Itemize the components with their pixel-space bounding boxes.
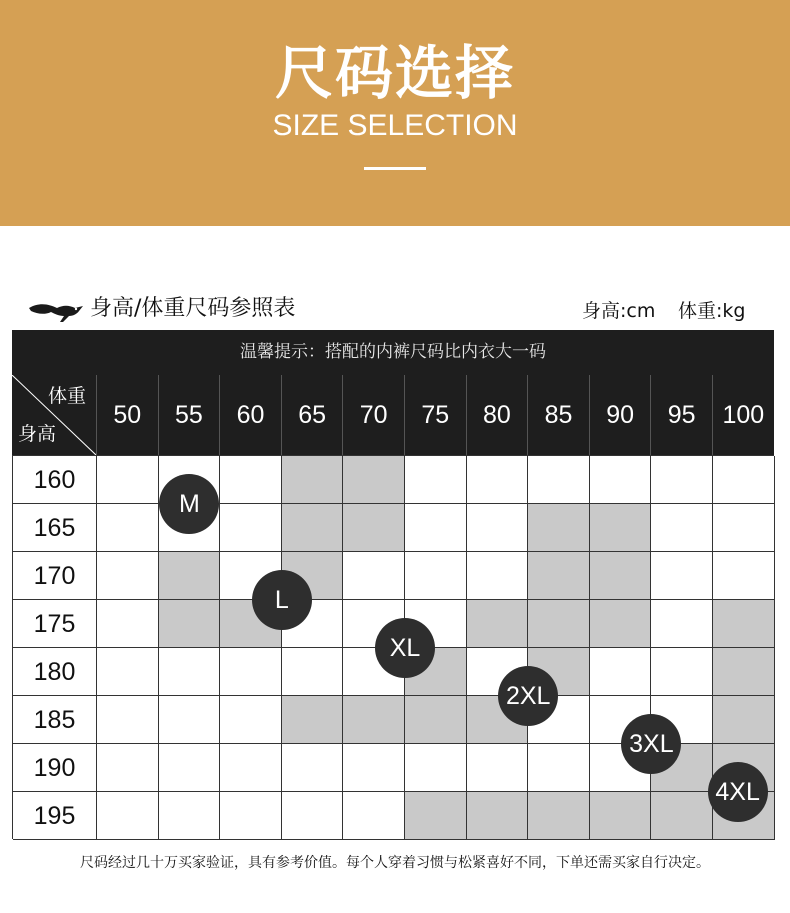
grid-cell-shaded	[159, 552, 221, 600]
size-badge-m: M	[159, 474, 219, 534]
grid-cell	[467, 744, 529, 792]
weight-header-cell: 100	[712, 375, 774, 455]
grid-cell	[97, 552, 159, 600]
weight-header-cell: 50	[96, 375, 158, 455]
height-row-label: 195	[13, 792, 97, 840]
grid-cell	[159, 744, 221, 792]
grid-cell	[713, 504, 775, 552]
weight-header-cell: 75	[404, 375, 466, 455]
height-row-label: 185	[13, 696, 97, 744]
weight-header-cell: 65	[281, 375, 343, 455]
grid-cell-shaded	[405, 696, 467, 744]
grid-cell-shaded	[713, 696, 775, 744]
grid-cell	[405, 552, 467, 600]
height-unit-label: 身高:cm	[582, 300, 656, 322]
grid-cell-shaded	[528, 504, 590, 552]
grid-cell	[97, 696, 159, 744]
grid-cell-shaded	[651, 792, 713, 840]
grid-cell	[220, 504, 282, 552]
height-row-label: 175	[13, 600, 97, 648]
grid-cell	[220, 696, 282, 744]
grid-cell-shaded	[590, 552, 652, 600]
grid-cell	[528, 744, 590, 792]
grid-cell-shaded	[467, 600, 529, 648]
grid-cell-shaded	[405, 792, 467, 840]
grid-cell	[97, 792, 159, 840]
grid-cell	[590, 648, 652, 696]
grid-cell	[343, 792, 405, 840]
size-badge-4xl: 4XL	[708, 762, 768, 822]
footnote: 尺码经过几十万买家验证，具有参考价值。每个人穿着习惯与松紧喜好不同，下单还需买家自行决定。	[80, 855, 710, 871]
grid-cell-shaded	[528, 792, 590, 840]
weight-header-cell: 95	[650, 375, 712, 455]
size-badge-3xl: 3XL	[621, 714, 681, 774]
tip-bar: 温馨提示：搭配的内裤尺码比内衣大一码	[12, 330, 774, 375]
grid-cell	[467, 552, 529, 600]
weight-header-cell: 55	[158, 375, 220, 455]
weight-header-cell: 60	[219, 375, 281, 455]
grid-cell	[651, 648, 713, 696]
grid-cell	[282, 648, 344, 696]
grid-cell	[713, 456, 775, 504]
size-badge-l: L	[252, 570, 312, 630]
grid-cell	[405, 744, 467, 792]
grid-cell-shaded	[467, 792, 529, 840]
height-row-label: 180	[13, 648, 97, 696]
size-badge-2xl: 2XL	[498, 666, 558, 726]
grid-cell	[97, 456, 159, 504]
grid-cell	[343, 552, 405, 600]
grid-cell-shaded	[282, 696, 344, 744]
grid-cell	[159, 792, 221, 840]
weight-header-cell: 70	[342, 375, 404, 455]
corner-weight-label: 体重	[48, 385, 87, 407]
grid-cell	[159, 696, 221, 744]
grid-cell	[220, 456, 282, 504]
grid-cell-shaded	[343, 456, 405, 504]
header-banner	[0, 0, 790, 226]
grid-cell	[97, 600, 159, 648]
corner-height-label: 身高	[18, 423, 57, 445]
banner-subtitle: SIZE SELECTION	[272, 109, 518, 142]
grid-cell-shaded	[590, 600, 652, 648]
weight-header-cell: 85	[527, 375, 589, 455]
height-row-label: 160	[13, 456, 97, 504]
grid-cell	[651, 600, 713, 648]
grid-cell-shaded	[343, 504, 405, 552]
grid-cell	[220, 792, 282, 840]
grid-cell	[528, 456, 590, 504]
weight-unit-label: 体重:kg	[678, 300, 746, 322]
grid-cell	[467, 456, 529, 504]
grid-cell-shaded	[590, 504, 652, 552]
fox-logo-icon	[27, 298, 85, 326]
grid-cell	[590, 456, 652, 504]
grid-cell-shaded	[713, 648, 775, 696]
grid-cell	[713, 552, 775, 600]
banner-divider	[364, 167, 426, 170]
grid-cell-shaded	[343, 696, 405, 744]
grid-cell	[343, 744, 405, 792]
grid-cell	[651, 504, 713, 552]
corner-cell	[12, 375, 96, 455]
grid-cell-shaded	[159, 600, 221, 648]
grid-cell-shaded	[282, 456, 344, 504]
chart-header	[12, 290, 776, 330]
grid-cell	[220, 744, 282, 792]
grid-cell	[651, 456, 713, 504]
grid-cell-shaded	[713, 600, 775, 648]
height-row-label: 170	[13, 552, 97, 600]
weight-header-cell: 90	[589, 375, 651, 455]
grid-cell	[405, 504, 467, 552]
height-row-label: 190	[13, 744, 97, 792]
chart-title: 身高/体重尺码参照表	[90, 296, 296, 321]
grid-cell-shaded	[282, 504, 344, 552]
grid-cell-shaded	[528, 552, 590, 600]
weight-header-row	[12, 375, 774, 455]
size-badge-xl: XL	[375, 618, 435, 678]
grid-cell	[651, 552, 713, 600]
grid-cell	[467, 504, 529, 552]
grid-cell	[220, 648, 282, 696]
grid-cell	[282, 744, 344, 792]
grid-cell	[405, 456, 467, 504]
size-grid	[12, 455, 774, 839]
banner-title: 尺码选择	[274, 39, 515, 107]
grid-cell	[97, 744, 159, 792]
grid-cell	[97, 504, 159, 552]
height-row-label: 165	[13, 504, 97, 552]
weight-header-cell: 80	[466, 375, 528, 455]
grid-cell-shaded	[590, 792, 652, 840]
grid-cell-shaded	[528, 600, 590, 648]
grid-cell	[159, 648, 221, 696]
grid-cell	[97, 648, 159, 696]
grid-cell	[282, 792, 344, 840]
